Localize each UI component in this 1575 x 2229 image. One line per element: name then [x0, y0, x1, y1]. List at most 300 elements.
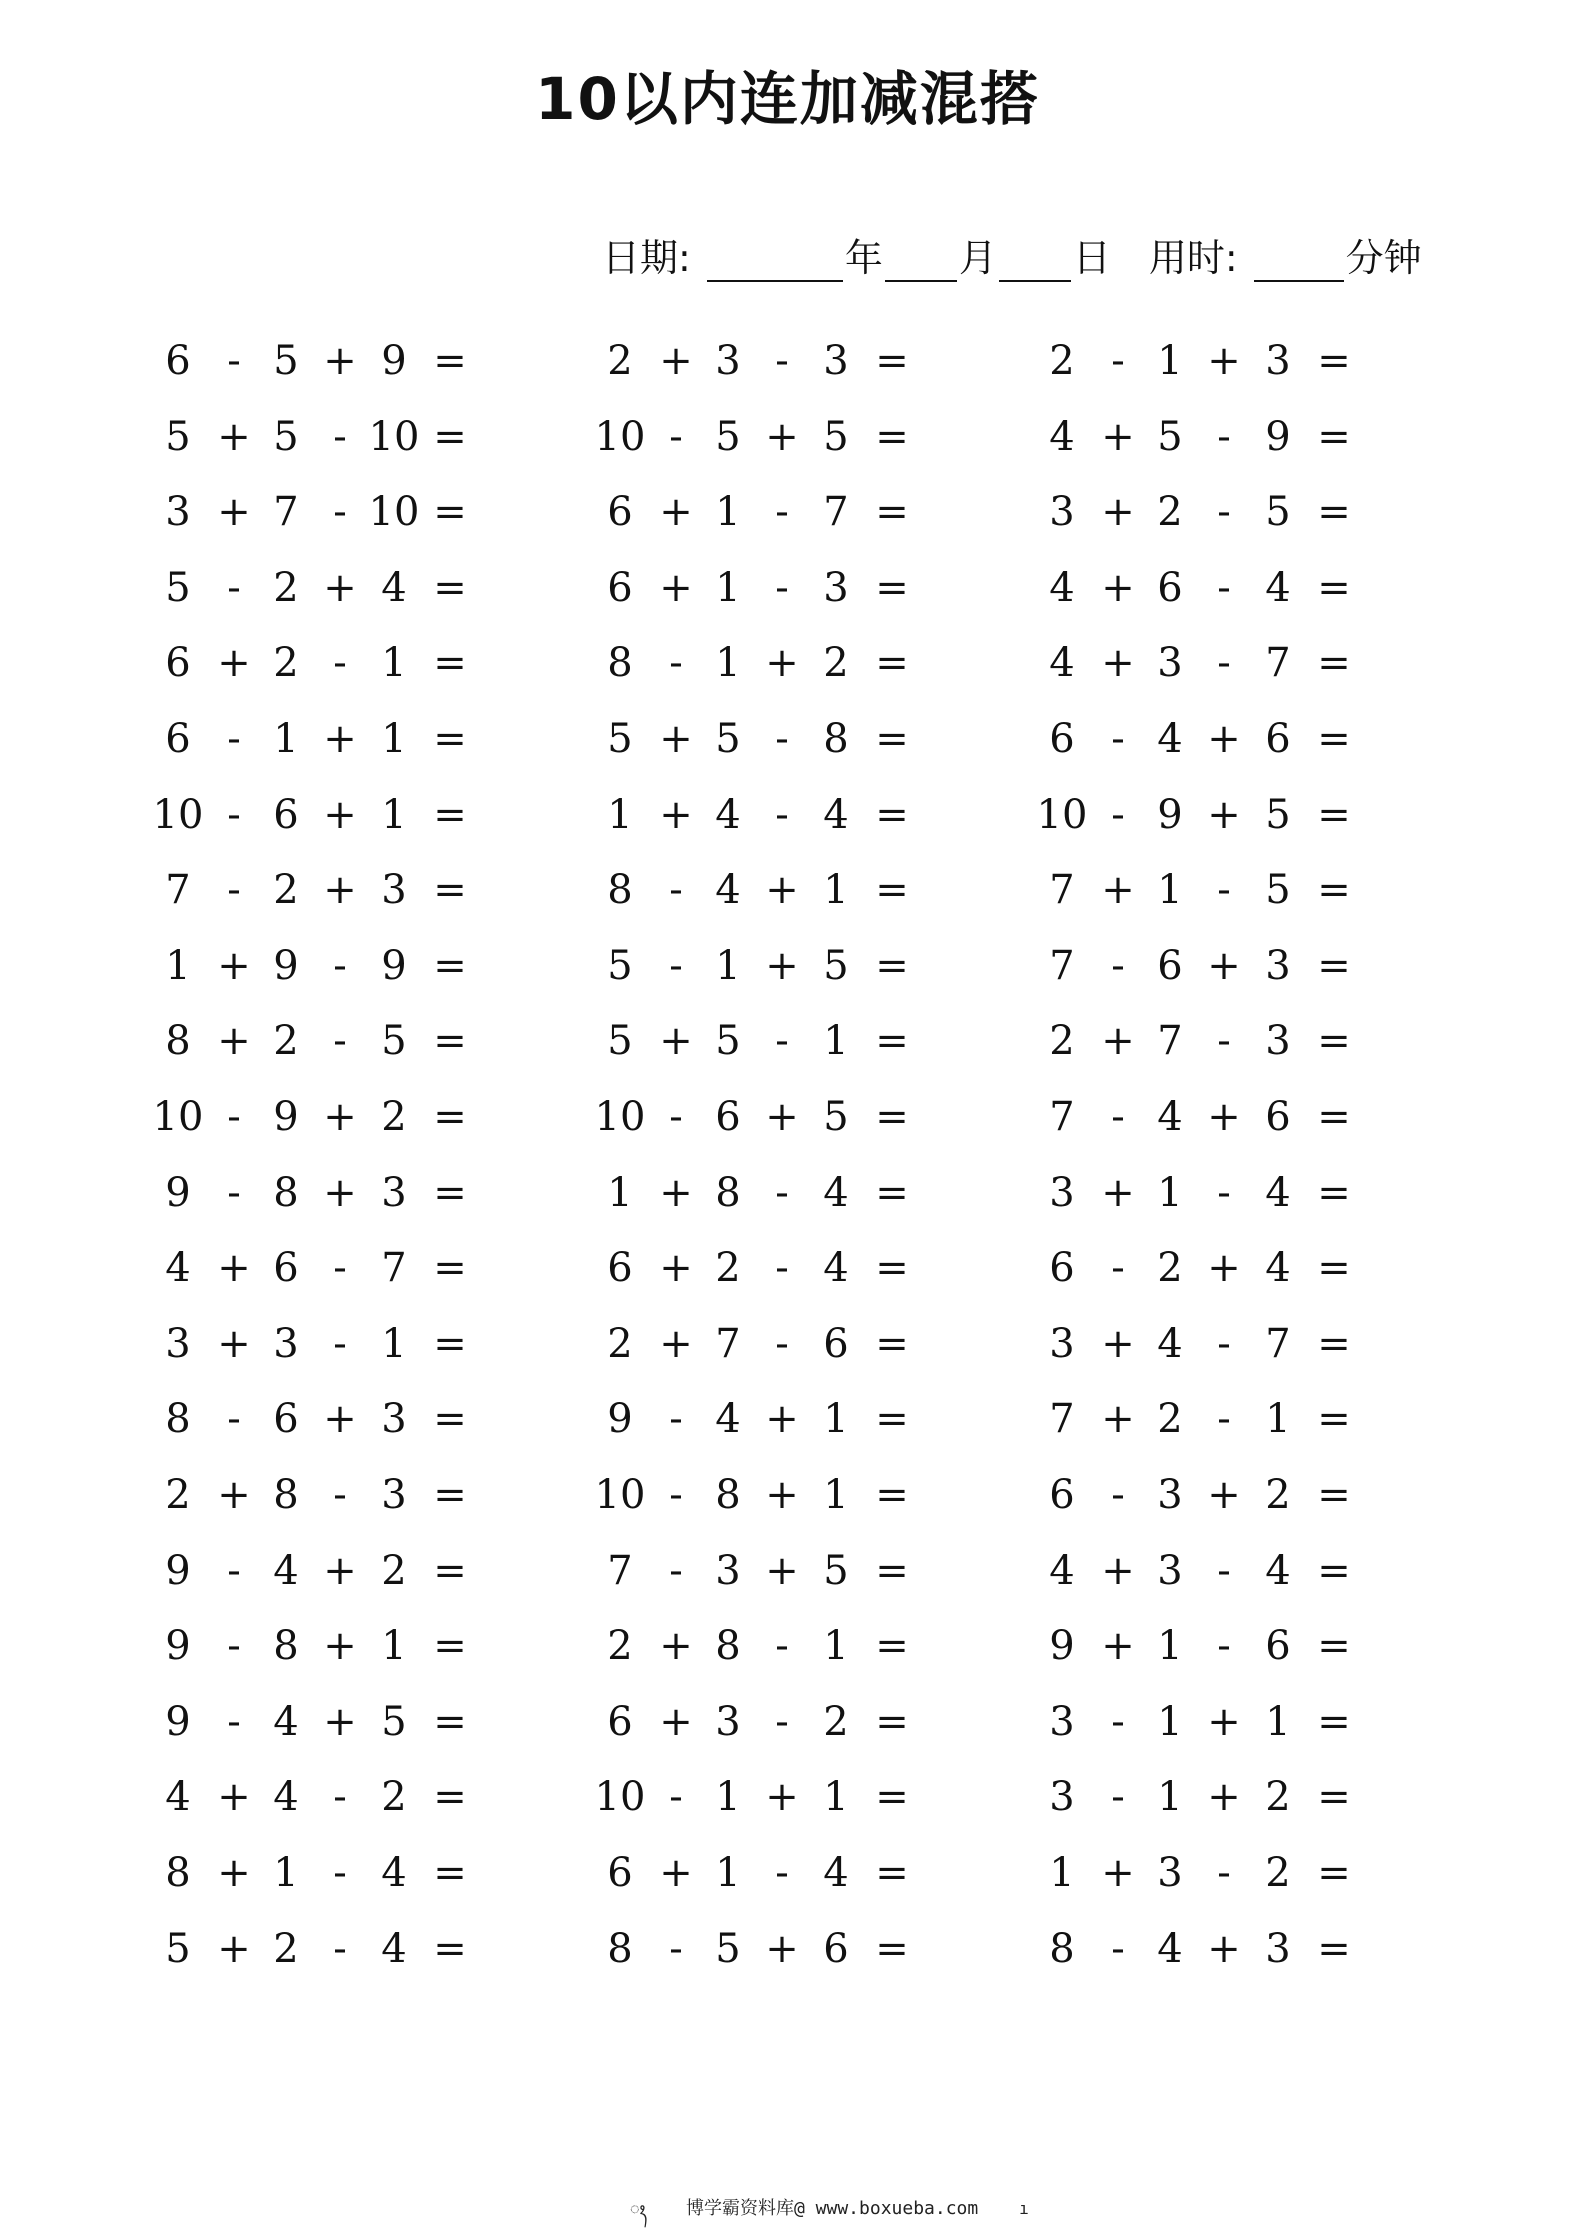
operator: - [227, 791, 241, 838]
equals-sign: = [1317, 1623, 1351, 1670]
operand: 2 [1157, 489, 1183, 536]
equals-sign: = [433, 1472, 467, 1518]
operand: 2 [273, 1925, 299, 1972]
operand: 1 [715, 640, 741, 687]
operand: 7 [1049, 1396, 1075, 1443]
operand: 5 [715, 716, 741, 762]
equals-sign: = [1317, 1472, 1351, 1518]
operator: + [1207, 791, 1241, 838]
equals-sign: = [1317, 1320, 1351, 1367]
equals-sign: = [875, 489, 909, 536]
equals-sign: = [433, 1169, 467, 1216]
operator: + [659, 1623, 693, 1670]
operand: 2 [1157, 1396, 1183, 1443]
operand: 3 [381, 1396, 407, 1443]
operator: + [659, 1320, 693, 1367]
operator: + [217, 1472, 251, 1518]
operand: 8 [273, 1623, 299, 1670]
operator: - [227, 338, 241, 384]
operand: 3 [1049, 1774, 1075, 1821]
operator: + [1101, 867, 1135, 914]
operand: 7 [381, 1245, 407, 1292]
operator: + [765, 1774, 799, 1821]
operand: 7 [1265, 640, 1291, 687]
operand: 2 [1049, 338, 1075, 384]
operand: 4 [165, 1245, 191, 1292]
operand: 1 [1157, 1774, 1183, 1821]
operand: 6 [607, 1698, 633, 1745]
operand: 3 [1265, 1018, 1291, 1065]
equals-sign: = [433, 1698, 467, 1745]
equals-sign: = [433, 1320, 467, 1367]
operand: 2 [1265, 1472, 1291, 1518]
operand: 5 [823, 1547, 849, 1594]
operator: + [323, 1094, 357, 1140]
operand: 6 [1049, 716, 1075, 762]
operator: - [333, 1018, 347, 1065]
equals-sign: = [1317, 640, 1351, 687]
operand: 1 [165, 942, 191, 989]
operand: 5 [1265, 867, 1291, 914]
operator: - [227, 1396, 241, 1443]
operand: 9 [381, 338, 407, 384]
operand: 2 [823, 1698, 849, 1745]
operand: 10 [594, 1472, 646, 1518]
operator: - [669, 1396, 683, 1443]
operator: - [669, 413, 683, 460]
operator: + [659, 338, 693, 384]
equals-sign: = [433, 489, 467, 536]
operator: + [659, 1698, 693, 1745]
equals-sign: = [1317, 1925, 1351, 1972]
operand: 1 [823, 867, 849, 914]
operand: 6 [1049, 1245, 1075, 1292]
operand: 5 [823, 942, 849, 989]
operator: + [1101, 1018, 1135, 1065]
month-blank [885, 240, 957, 282]
operand: 5 [381, 1018, 407, 1065]
operand: 8 [715, 1169, 741, 1216]
operand: 2 [165, 1472, 191, 1518]
operand: 7 [1265, 1320, 1291, 1367]
equals-sign: = [875, 413, 909, 460]
operator: - [775, 1169, 789, 1216]
operator: + [217, 489, 251, 536]
operand: 1 [381, 791, 407, 838]
operand: 10 [594, 1774, 646, 1821]
operand: 3 [165, 489, 191, 536]
operator: - [669, 867, 683, 914]
operand: 1 [607, 1169, 633, 1216]
operand: 10 [152, 791, 204, 838]
operand: 5 [823, 413, 849, 460]
operand: 3 [1265, 338, 1291, 384]
operand: 1 [1157, 1623, 1183, 1670]
operand: 3 [273, 1320, 299, 1367]
operator: + [1207, 716, 1241, 762]
operator: + [217, 1320, 251, 1367]
equals-sign: = [433, 1774, 467, 1821]
equals-sign: = [1317, 1774, 1351, 1821]
equals-sign: = [875, 1623, 909, 1670]
operand: 6 [1265, 716, 1291, 762]
operator: + [1101, 413, 1135, 460]
operand: 2 [381, 1774, 407, 1821]
operand: 8 [823, 716, 849, 762]
operand: 6 [607, 1245, 633, 1292]
operand: 5 [165, 564, 191, 611]
footer [600, 2194, 1059, 2229]
operator: - [333, 1245, 347, 1292]
operator: + [323, 1623, 357, 1670]
operand: 10 [1036, 791, 1088, 838]
problem-row [0, 859, 1575, 919]
operator: - [669, 942, 683, 989]
operator: - [1217, 564, 1231, 611]
equals-sign: = [875, 640, 909, 687]
operator: - [227, 1547, 241, 1594]
operand: 1 [1157, 1169, 1183, 1216]
operator: - [1217, 867, 1231, 914]
equals-sign: = [433, 338, 467, 384]
operand: 4 [273, 1774, 299, 1821]
operand: 9 [165, 1698, 191, 1745]
equals-sign: = [433, 1850, 467, 1896]
operand: 1 [1157, 338, 1183, 384]
operand: 7 [1049, 867, 1075, 914]
operand: 8 [607, 640, 633, 687]
operand: 2 [381, 1547, 407, 1594]
equals-sign: = [1317, 942, 1351, 989]
operand: 9 [1049, 1623, 1075, 1670]
equals-sign: = [433, 564, 467, 611]
operator: - [775, 1698, 789, 1745]
problem-row [0, 784, 1575, 844]
footer-right-mark: ı [1019, 2199, 1029, 2218]
operand: 10 [368, 489, 420, 536]
operand: 10 [152, 1094, 204, 1140]
operand: 2 [1049, 1018, 1075, 1065]
equals-sign: = [875, 338, 909, 384]
operand: 9 [607, 1396, 633, 1443]
operator: - [1111, 338, 1125, 384]
operand: 2 [607, 1623, 633, 1670]
operand: 8 [165, 1396, 191, 1443]
problem-row [0, 1540, 1575, 1600]
equals-sign: = [1317, 413, 1351, 460]
equals-sign: = [875, 1094, 909, 1140]
equals-sign: = [875, 791, 909, 838]
equals-sign: = [433, 1018, 467, 1065]
operator: + [217, 1774, 251, 1821]
operator: + [765, 867, 799, 914]
problem-row [0, 1237, 1575, 1297]
equals-sign: = [1317, 489, 1351, 536]
operator: - [333, 1774, 347, 1821]
operand: 7 [1049, 1094, 1075, 1140]
operand: 4 [1265, 1169, 1291, 1216]
operand: 10 [594, 413, 646, 460]
operand: 1 [381, 1320, 407, 1367]
operand: 2 [1265, 1850, 1291, 1896]
equals-sign: = [875, 1396, 909, 1443]
operand: 10 [368, 413, 420, 460]
operator: + [659, 716, 693, 762]
equals-sign: = [433, 867, 467, 914]
operator: + [659, 1018, 693, 1065]
operand: 3 [1049, 489, 1075, 536]
operator: - [227, 1623, 241, 1670]
operand: 6 [1265, 1094, 1291, 1140]
operand: 9 [273, 1094, 299, 1140]
operator: - [775, 1850, 789, 1896]
operand: 4 [1049, 1547, 1075, 1594]
operand: 3 [381, 867, 407, 914]
operator: - [775, 564, 789, 611]
operand: 3 [715, 1547, 741, 1594]
operand: 2 [273, 564, 299, 611]
operator: - [227, 1698, 241, 1745]
operand: 4 [1157, 1925, 1183, 1972]
day-blank [999, 240, 1071, 282]
operator: + [1207, 1925, 1241, 1972]
problem-row [0, 1464, 1575, 1524]
operand: 1 [1265, 1698, 1291, 1745]
operator: - [1217, 1396, 1231, 1443]
problem-row [0, 406, 1575, 466]
operand: 8 [273, 1472, 299, 1518]
operator: + [765, 1547, 799, 1594]
operand: 8 [607, 1925, 633, 1972]
equals-sign: = [433, 1245, 467, 1292]
operator: - [333, 942, 347, 989]
operator: + [217, 1245, 251, 1292]
operator: + [323, 1698, 357, 1745]
equals-sign: = [875, 1169, 909, 1216]
equals-sign: = [433, 942, 467, 989]
operator: - [1111, 791, 1125, 838]
operand: 4 [381, 1925, 407, 1972]
year-label: 年 [844, 236, 883, 280]
operand: 7 [1049, 942, 1075, 989]
operand: 2 [607, 1320, 633, 1367]
operator: + [1101, 564, 1135, 611]
equals-sign: = [1317, 1547, 1351, 1594]
date-time-line [602, 232, 1422, 282]
operand: 1 [1265, 1396, 1291, 1443]
operand: 6 [1157, 942, 1183, 989]
equals-sign: = [875, 942, 909, 989]
problem-row [0, 330, 1575, 390]
operand: 7 [1157, 1018, 1183, 1065]
operator: + [765, 413, 799, 460]
operand: 9 [1157, 791, 1183, 838]
operator: + [1101, 1396, 1135, 1443]
operator: - [669, 1774, 683, 1821]
operand: 4 [823, 791, 849, 838]
operand: 1 [381, 716, 407, 762]
operand: 6 [607, 489, 633, 536]
problem-row [0, 708, 1575, 768]
operator: - [669, 1925, 683, 1972]
operand: 7 [607, 1547, 633, 1594]
operand: 2 [607, 338, 633, 384]
operand: 3 [381, 1169, 407, 1216]
operator: + [217, 413, 251, 460]
operator: + [1207, 1698, 1241, 1745]
operand: 4 [1049, 640, 1075, 687]
equals-sign: = [1317, 716, 1351, 762]
operator: + [1207, 338, 1241, 384]
operand: 6 [715, 1094, 741, 1140]
operator: + [323, 791, 357, 838]
operator: + [1101, 1850, 1135, 1896]
operator: + [765, 1472, 799, 1518]
equals-sign: = [875, 1018, 909, 1065]
operand: 4 [1049, 413, 1075, 460]
operand: 3 [381, 1472, 407, 1518]
operand: 9 [381, 942, 407, 989]
day-label: 日 [1072, 236, 1111, 280]
operator: + [765, 942, 799, 989]
operator: + [659, 564, 693, 611]
operand: 3 [715, 338, 741, 384]
problem-row [0, 1691, 1575, 1751]
problem-row [0, 1842, 1575, 1902]
operand: 1 [823, 1018, 849, 1065]
operand: 6 [165, 338, 191, 384]
operator: - [775, 791, 789, 838]
operand: 7 [823, 489, 849, 536]
operator: + [1207, 942, 1241, 989]
operand: 1 [823, 1623, 849, 1670]
operand: 5 [607, 1018, 633, 1065]
equals-sign: = [1317, 791, 1351, 838]
problem-row [0, 1918, 1575, 1978]
year-blank [707, 240, 843, 282]
operand: 1 [715, 564, 741, 611]
equals-sign: = [433, 1925, 467, 1972]
operand: 1 [273, 716, 299, 762]
operand: 4 [273, 1547, 299, 1594]
operand: 4 [1157, 1320, 1183, 1367]
equals-sign: = [433, 1623, 467, 1670]
operand: 6 [273, 791, 299, 838]
operand: 3 [1265, 942, 1291, 989]
operand: 8 [273, 1169, 299, 1216]
operator: + [323, 1547, 357, 1594]
problem-row [0, 632, 1575, 692]
operator: + [217, 1850, 251, 1896]
equals-sign: = [433, 1547, 467, 1594]
operator: - [1111, 942, 1125, 989]
operand: 5 [715, 1018, 741, 1065]
operator: - [227, 867, 241, 914]
operand: 5 [165, 413, 191, 460]
minutes-label: 分钟 [1345, 236, 1422, 280]
operand: 3 [1049, 1169, 1075, 1216]
operand: 7 [715, 1320, 741, 1367]
problem-row [0, 1313, 1575, 1373]
equals-sign: = [875, 716, 909, 762]
operand: 4 [823, 1245, 849, 1292]
time-label: 用时: [1148, 236, 1238, 280]
operand: 4 [823, 1850, 849, 1896]
operand: 5 [381, 1698, 407, 1745]
operator: + [323, 564, 357, 611]
operator: + [659, 1169, 693, 1216]
operand: 4 [715, 791, 741, 838]
equals-sign: = [875, 1698, 909, 1745]
operator: + [217, 640, 251, 687]
equals-sign: = [433, 791, 467, 838]
operand: 3 [1049, 1698, 1075, 1745]
operator: + [323, 1396, 357, 1443]
equals-sign: = [875, 1774, 909, 1821]
equals-sign: = [1317, 867, 1351, 914]
operator: + [765, 1396, 799, 1443]
operator: - [1217, 413, 1231, 460]
operand: 3 [1265, 1925, 1291, 1972]
operand: 4 [381, 564, 407, 611]
operator: - [1111, 1094, 1125, 1140]
operand: 1 [715, 489, 741, 536]
month-label: 月 [958, 236, 997, 280]
operand: 5 [607, 716, 633, 762]
operator: - [333, 413, 347, 460]
equals-sign: = [433, 1094, 467, 1140]
equals-sign: = [875, 1547, 909, 1594]
operator: - [669, 1094, 683, 1140]
operator: + [659, 1850, 693, 1896]
problem-row [0, 1162, 1575, 1222]
problem-row [0, 1388, 1575, 1448]
operand: 10 [594, 1094, 646, 1140]
equals-sign: = [1317, 1018, 1351, 1065]
operand: 1 [823, 1774, 849, 1821]
operand: 1 [1157, 1698, 1183, 1745]
operand: 1 [715, 942, 741, 989]
operator: - [1111, 1774, 1125, 1821]
operand: 9 [273, 942, 299, 989]
operator: - [1217, 1623, 1231, 1670]
operator: - [1111, 1925, 1125, 1972]
footer-text: 博学霸资料库@ www.boxueba.com [686, 2198, 979, 2219]
operator: - [775, 1245, 789, 1292]
operator: - [227, 1094, 241, 1140]
operand: 7 [273, 489, 299, 536]
operand: 4 [715, 867, 741, 914]
operand: 5 [273, 413, 299, 460]
operator: - [333, 1472, 347, 1518]
operand: 1 [381, 640, 407, 687]
operator: - [1217, 1850, 1231, 1896]
operand: 2 [273, 1018, 299, 1065]
operator: + [1101, 489, 1135, 536]
equals-sign: = [433, 1396, 467, 1443]
operator: + [659, 1245, 693, 1292]
operator: - [333, 1850, 347, 1896]
operator: - [1111, 1698, 1125, 1745]
operator: - [669, 640, 683, 687]
operator: + [323, 716, 357, 762]
operand: 6 [1049, 1472, 1075, 1518]
operand: 2 [273, 640, 299, 687]
operand: 9 [165, 1623, 191, 1670]
operator: + [1101, 1623, 1135, 1670]
operator: + [1207, 1094, 1241, 1140]
operator: - [1111, 1472, 1125, 1518]
